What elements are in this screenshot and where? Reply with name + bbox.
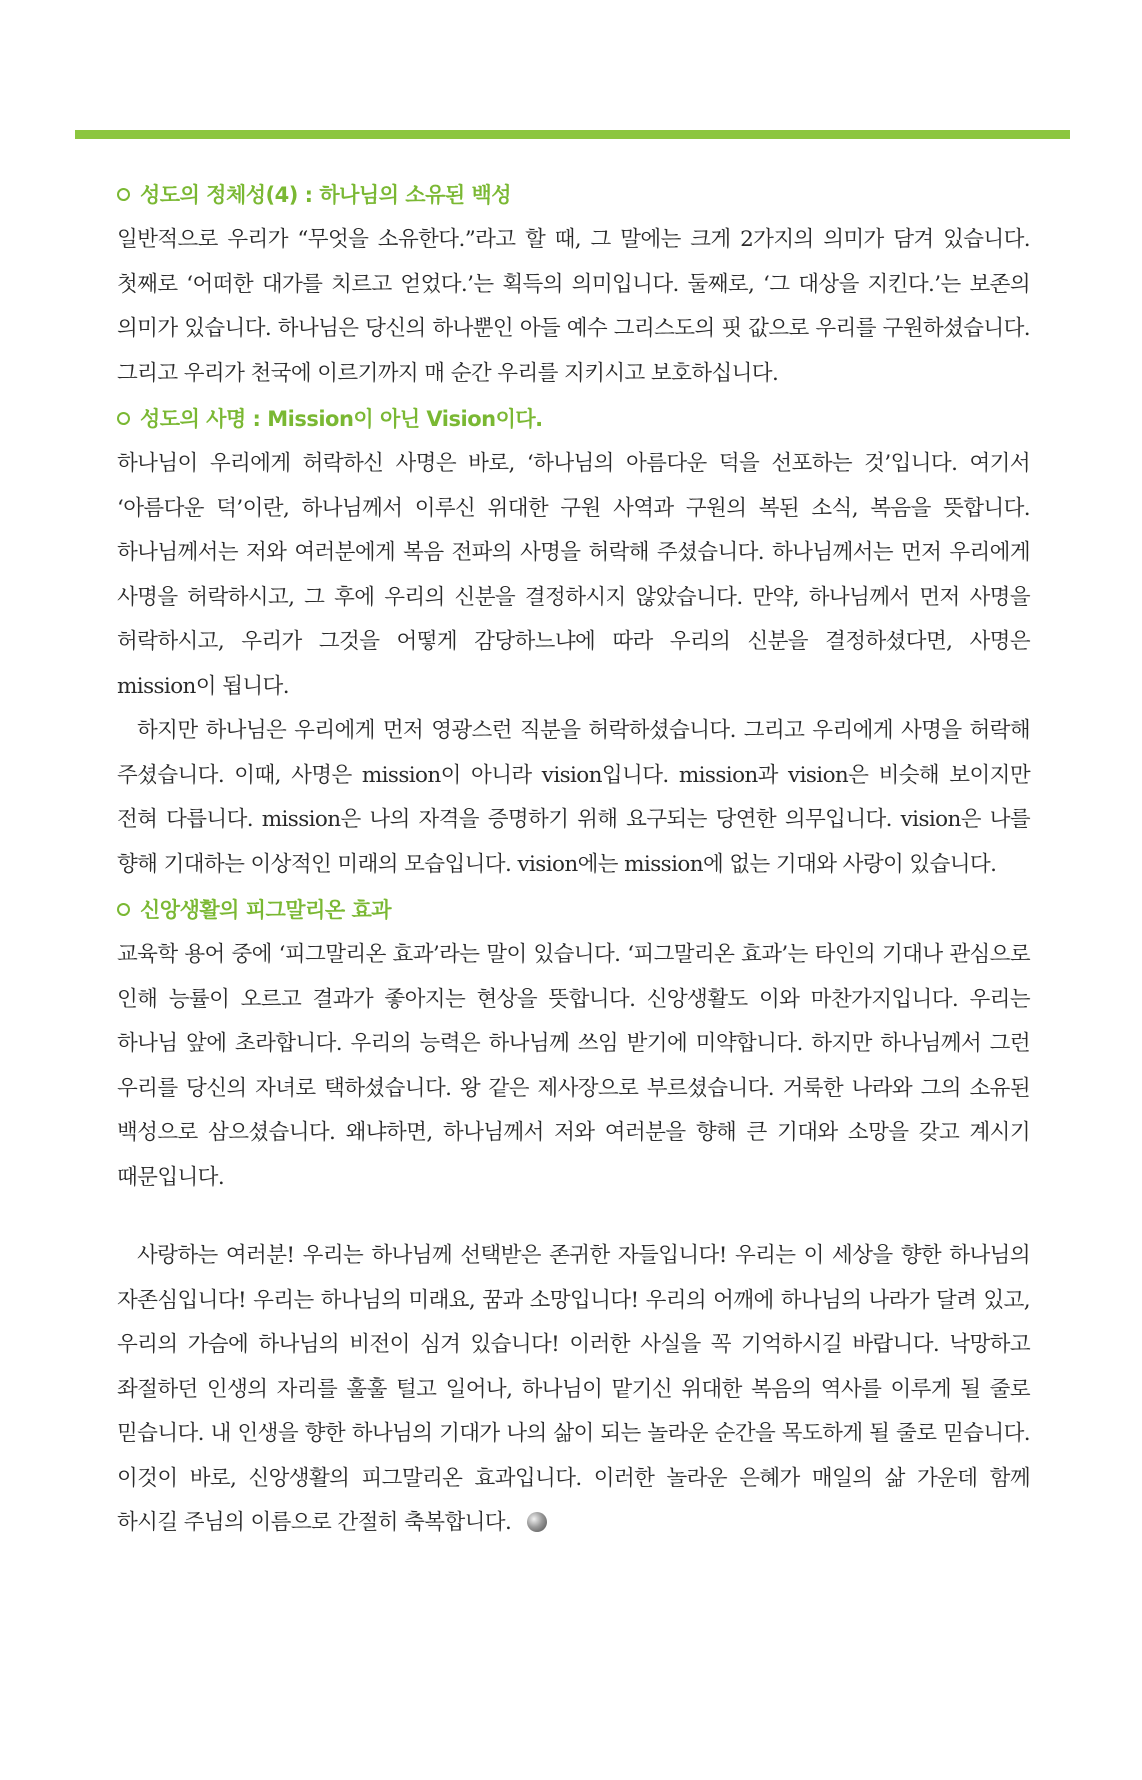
closing-text: 사랑하는 여러분! 우리는 하나님께 선택받은 존귀한 자들입니다! 우리는 이 세상을 향한 하나님의 자존심입니다! 우리는 하나님의 미래요, 꿈과 소망입니다! 우리의 어깨에 하나님의 나라가 달려 있고, 우리의 가슴에 하나님의 비전이 심겨 있습니다! 이러한 사실을 꼭 기억하시길 바랍니다. 낙망하고 좌절하던 인생의 자리를 훌훌 털고 일어나, 하나님이 맡기신 위대한 복음의 역사를 이루게 될 줄로 믿습니다. 내 인생을 향한 하나님의 기대가 나의 삶이 되는 놀라운 순간을 목도하게 될 줄로 믿습니다. 이것이 바로, 신앙생활의 피그말리온 효과입니다. 이러한 놀라운 은혜가 매일의 삶 가운데 함께 하시길 주님의 이름으로 간절히 축복합니다. — [117, 1243, 1030, 1535]
section-heading-mission — [117, 396, 1030, 442]
end-mark-icon — [527, 1512, 547, 1532]
section-heading-label: 성도의 사명 : Mission이 아닌 Vision이다. — [140, 407, 543, 431]
paragraph: 교육학 용어 중에 ‘피그말리온 효과’라는 말이 있습니다. ‘피그말리온 효과’는 타인의 기대나 관심으로 인해 능률이 오르고 결과가 좋아지는 현상을 뜻합니다. 신앙생활도 이와 마찬가지입니다. 우리는 하나님 앞에 초라합니다. 우리의 능력은 하나님께 쓰임 받기에 미약합니다. 하지만 하나님께서 그런 우리를 당신의 자녀로 택하셨습니다. 왕 같은 제사장으로 부르셨습니다. 거룩한 나라와 그의 소유된 백성으로 삼으셨습니다. 왜냐하면, 하나님께서 저와 여러분을 향해 큰 기대와 소망을 갖고 계시기 때문입니다. — [117, 942, 1030, 1190]
paragraph: 일반적으로 우리가 “무엇을 소유한다.”라고 할 때, 그 말에는 크게 2가지의 의미가 담겨 있습니다. 첫째로 ‘어떠한 대가를 치르고 얻었다.’는 획득의 의미입니다. 둘째로, ‘그 대상을 지킨다.’는 보존의 의미가 있습니다. 하나님은 당신의 하나뿐인 아들 예수 그리스도의 핏 값으로 우리를 구원하셨습니다. 그리고 우리가 천국에 이르기까지 매 순간 우리를 지키시고 보호하십니다. — [117, 227, 1030, 386]
section-heading-pygmalion — [117, 887, 1030, 933]
circle-bullet-icon — [117, 188, 130, 201]
section-heading-label: 신앙생활의 피그말리온 효과 — [140, 898, 392, 922]
article-body — [117, 172, 1030, 1546]
paragraph: 하나님이 우리에게 허락하신 사명은 바로, ‘하나님의 아름다운 덕을 선포하는 것’입니다. 여기서 ‘아름다운 덕’이란, 하나님께서 이루신 위대한 구원 사역과 구원의 복된 소식, 복음을 뜻합니다. 하나님께서는 저와 여러분에게 복음 전파의 사명을 허락해 주셨습니다. 하나님께서는 먼저 우리에게 사명을 허락하시고, 그 후에 우리의 신분을 결정하시지 않았습니다. 만약, 하나님께서 먼저 사명을 허락하시고, 우리가 그것을 어떻게 감당하느냐에 따라 우리의 신분을 결정하셨다면, 사명은 mission이 됩니다. — [117, 451, 1030, 699]
paragraph: 하지만 하나님은 우리에게 먼저 영광스런 직분을 허락하셨습니다. 그리고 우리에게 사명을 허락해 주셨습니다. 이때, 사명은 mission이 아니라 vision입니다. mission과 vision은 비슷해 보이지만 전혀 다릅니다. mission은 나의 자격을 증명하기 위해 요구되는 당연한 의무입니다. vision은 나를 향해 기대하는 이상적인 미래의 모습입니다. vision에는 mission에 없는 기대와 사랑이 있습니다. — [117, 718, 1030, 877]
section-heading-label: 성도의 정체성(4) : 하나님의 소유된 백성 — [140, 183, 512, 207]
paragraph-spacer — [117, 1200, 1030, 1234]
section-heading-identity — [117, 172, 1030, 218]
circle-bullet-icon — [117, 903, 130, 916]
closing-paragraph — [117, 1234, 1030, 1546]
circle-bullet-icon — [117, 412, 130, 425]
top-green-rule — [75, 130, 1070, 139]
